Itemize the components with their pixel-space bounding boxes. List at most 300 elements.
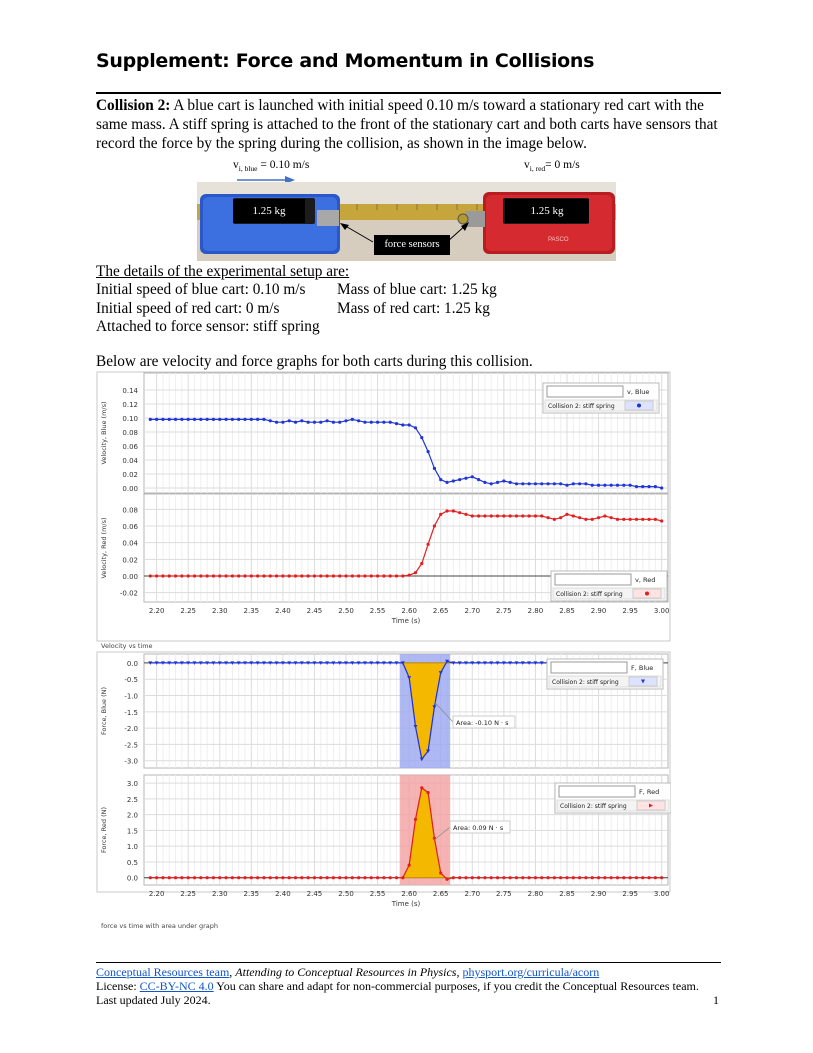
- data-point: [654, 518, 657, 521]
- data-point: [294, 574, 297, 577]
- legend: [543, 383, 659, 413]
- data-point: [471, 876, 474, 879]
- x-tick-label: 2.30: [211, 890, 228, 898]
- data-point: [546, 876, 549, 879]
- resource-title: Attending to Conceptual Resources in Physics,: [235, 965, 460, 979]
- legend: [555, 783, 671, 813]
- data-point: [281, 421, 284, 424]
- y-tick-label: -2.5: [124, 741, 138, 750]
- data-point: [187, 876, 190, 879]
- data-point: [654, 876, 657, 879]
- x-tick-label: 3.00: [653, 890, 670, 898]
- data-point: [647, 485, 650, 488]
- data-point: [641, 485, 644, 488]
- y-tick-label: 0.12: [122, 401, 138, 409]
- y-tick-label: 0.5: [126, 858, 138, 867]
- data-point: [231, 876, 234, 879]
- chart-velocity-blue: [100, 373, 668, 493]
- data-point: [325, 876, 328, 879]
- intro-text: A blue cart is launched with initial speed 0.10 m/s toward a stationary red cart with the same mass. A stiff spring is attached to the front of the stationary cart and both carts have sensors that record the force by the spring during the collision, as shown in the image below.: [96, 97, 718, 152]
- legend-title: F, Blue: [631, 664, 654, 672]
- data-point: [603, 876, 606, 879]
- cart-brand-text: PASCO: [548, 237, 569, 243]
- legend-run: Collision 2: stiff spring: [548, 403, 615, 410]
- data-point: [300, 419, 303, 422]
- legend-run: Collision 2: stiff spring: [552, 679, 619, 686]
- data-point: [433, 524, 436, 527]
- data-point: [572, 482, 575, 485]
- data-point: [565, 484, 568, 487]
- data-point: [199, 574, 202, 577]
- data-point: [610, 876, 613, 879]
- x-tick-label: 2.45: [306, 607, 323, 615]
- area-label: Area: 0.09 N · s: [453, 824, 504, 832]
- data-point: [206, 418, 209, 421]
- data-point: [174, 418, 177, 421]
- data-point: [344, 574, 347, 577]
- graphs-intro: Below are velocity and force graphs for both carts during this collision.: [96, 353, 533, 370]
- x-tick-label: 2.60: [401, 607, 417, 615]
- chart-caption: Velocity vs time: [101, 642, 153, 650]
- data-point: [471, 514, 474, 517]
- data-point: [521, 514, 524, 517]
- y-tick-label: -3.0: [124, 757, 138, 766]
- data-point: [161, 876, 164, 879]
- data-point: [363, 421, 366, 424]
- data-point: [243, 574, 246, 577]
- data-point: [591, 876, 594, 879]
- y-tick-label: -1.0: [124, 692, 138, 701]
- x-tick-label: 2.65: [432, 607, 449, 615]
- legend-run: Collision 2: stiff spring: [556, 591, 623, 598]
- data-point: [300, 574, 303, 577]
- data-point: [534, 514, 537, 517]
- y-tick-label: 0.04: [122, 539, 138, 548]
- data-point: [565, 513, 568, 516]
- data-point: [622, 484, 625, 487]
- data-point: [376, 876, 379, 879]
- data-point: [149, 876, 152, 879]
- data-point: [300, 876, 303, 879]
- team-link[interactable]: Conceptual Resources team: [96, 965, 230, 979]
- data-point: [515, 482, 518, 485]
- y-axis-label: Force, Red (N): [100, 806, 108, 854]
- y-axis-label: Velocity, Red (m/s): [100, 517, 108, 579]
- data-point: [307, 574, 310, 577]
- data-point: [540, 876, 543, 879]
- data-point: [433, 837, 436, 840]
- data-point: [464, 876, 467, 879]
- x-tick-label: 2.45: [306, 890, 323, 898]
- data-point: [553, 518, 556, 521]
- intro-paragraph: [96, 96, 721, 153]
- chart-caption: force vs time with area under graph: [101, 922, 219, 930]
- data-point: [325, 574, 328, 577]
- data-point: [332, 574, 335, 577]
- legend-title: F, Red: [639, 788, 660, 796]
- data-point: [445, 509, 448, 512]
- data-point: [237, 574, 240, 577]
- data-point: [578, 516, 581, 519]
- red-mass-label: 1.25 kg: [505, 199, 589, 223]
- x-tick-label: 2.40: [275, 607, 291, 615]
- detail-spring: Attached to force sensor: stiff spring: [96, 318, 320, 335]
- data-point: [155, 574, 158, 577]
- data-point: [509, 481, 512, 484]
- data-point: [281, 574, 284, 577]
- data-point: [319, 574, 322, 577]
- data-point: [616, 876, 619, 879]
- data-point: [288, 419, 291, 422]
- x-axis-label: Time (s): [391, 617, 421, 625]
- footer-license: License: CC-BY-NC 4.0 You can share and adapt for non-commercial purposes, if you credit the Conceptual Resources team.: [96, 979, 699, 993]
- data-point: [319, 421, 322, 424]
- data-point: [243, 418, 246, 421]
- data-point: [237, 876, 240, 879]
- legend: [551, 571, 667, 601]
- data-point: [622, 876, 625, 879]
- y-tick-label: 0.08: [122, 429, 138, 437]
- legend-name-field: [547, 386, 623, 397]
- data-point: [616, 518, 619, 521]
- data-point: [584, 876, 587, 879]
- x-tick-label: 2.75: [496, 607, 512, 615]
- data-point: [502, 479, 505, 482]
- detail-red-speed: Initial speed of red cart: 0 m/s: [96, 300, 280, 317]
- data-point: [591, 518, 594, 521]
- data-point: [660, 486, 663, 489]
- x-tick-label: 2.55: [369, 607, 386, 615]
- data-point: [224, 418, 227, 421]
- site-link[interactable]: physport.org/curricula/acorn: [462, 965, 600, 979]
- x-tick-label: 2.80: [527, 890, 544, 898]
- data-point: [338, 876, 341, 879]
- data-point: [521, 876, 524, 879]
- data-point: [445, 878, 448, 881]
- data-point: [439, 478, 442, 481]
- data-point: [269, 876, 272, 879]
- y-tick-label: 0.08: [122, 506, 138, 515]
- y-tick-label: 0.02: [122, 556, 138, 565]
- data-point: [357, 574, 360, 577]
- data-point: [641, 518, 644, 521]
- data-point: [155, 876, 158, 879]
- y-tick-label: 3.0: [126, 780, 138, 789]
- data-point: [641, 876, 644, 879]
- page-number: 1: [713, 993, 719, 1007]
- data-point: [610, 484, 613, 487]
- data-point: [629, 518, 632, 521]
- data-point: [502, 876, 505, 879]
- legend-name-field: [551, 662, 627, 673]
- data-point: [603, 514, 606, 517]
- chart-force-red: [100, 775, 671, 930]
- data-point: [546, 482, 549, 485]
- data-point: [477, 876, 480, 879]
- data-point: [288, 574, 291, 577]
- data-point: [414, 818, 417, 821]
- data-point: [540, 482, 543, 485]
- data-point: [483, 876, 486, 879]
- x-tick-label: 2.95: [622, 607, 638, 615]
- data-point: [218, 418, 221, 421]
- data-point: [635, 876, 638, 879]
- data-point: [464, 477, 467, 480]
- data-point: [262, 418, 265, 421]
- data-point: [515, 876, 518, 879]
- data-point: [174, 876, 177, 879]
- y-tick-label: 0.0: [126, 874, 138, 883]
- data-point: [464, 513, 467, 516]
- detail-blue-mass: Mass of blue cart: 1.25 kg: [337, 281, 497, 298]
- data-point: [401, 423, 404, 426]
- data-point: [553, 876, 556, 879]
- data-point: [262, 876, 265, 879]
- data-point: [193, 418, 196, 421]
- data-point: [408, 863, 411, 866]
- page-title: Supplement: Force and Momentum in Collisions: [96, 50, 595, 72]
- data-point: [597, 516, 600, 519]
- y-tick-label: 0.14: [122, 387, 138, 395]
- data-point: [174, 574, 177, 577]
- data-point: [180, 574, 183, 577]
- data-point: [168, 418, 171, 421]
- data-point: [483, 481, 486, 484]
- x-tick-label: 2.50: [338, 607, 354, 615]
- y-axis-label: Force, Blue (N): [100, 686, 108, 736]
- data-point: [250, 574, 253, 577]
- data-point: [509, 514, 512, 517]
- x-tick-label: 2.60: [401, 890, 417, 898]
- data-point: [307, 421, 310, 424]
- data-point: [401, 876, 404, 879]
- data-point: [471, 475, 474, 478]
- detail-red-mass: Mass of red cart: 1.25 kg: [337, 300, 490, 317]
- data-point: [275, 574, 278, 577]
- data-point: [250, 418, 253, 421]
- data-point: [344, 876, 347, 879]
- area-label: Area: -0.10 N · s: [456, 719, 509, 727]
- data-point: [490, 876, 493, 879]
- footer-updated: Last updated July 2024.: [96, 993, 211, 1007]
- footer-rule: [96, 962, 721, 963]
- blue-mass-label: 1.25 kg: [233, 199, 305, 223]
- x-tick-label: 2.65: [432, 890, 449, 898]
- data-point: [483, 514, 486, 517]
- legend-name-field: [559, 786, 635, 797]
- data-point: [262, 574, 265, 577]
- data-point: [149, 418, 152, 421]
- x-tick-label: 2.25: [180, 890, 196, 898]
- data-point: [275, 876, 278, 879]
- x-tick-label: 2.95: [622, 890, 638, 898]
- data-point: [458, 511, 461, 514]
- data-point: [370, 876, 373, 879]
- data-point: [603, 484, 606, 487]
- data-point: [338, 421, 341, 424]
- data-point: [584, 482, 587, 485]
- data-point: [458, 876, 461, 879]
- y-tick-label: 0.06: [122, 523, 138, 531]
- x-tick-label: 2.85: [559, 890, 575, 898]
- data-point: [389, 574, 392, 577]
- data-point: [376, 421, 379, 424]
- data-point: [414, 426, 417, 429]
- data-point: [490, 482, 493, 485]
- x-tick-label: 2.20: [148, 607, 165, 615]
- data-point: [395, 422, 398, 425]
- data-point: [180, 876, 183, 879]
- x-tick-label: 2.90: [590, 890, 607, 898]
- y-tick-label: 0.10: [122, 415, 138, 423]
- data-point: [275, 421, 278, 424]
- data-point: [332, 421, 335, 424]
- data-point: [477, 478, 480, 481]
- y-tick-label: -0.5: [124, 676, 138, 685]
- data-point: [218, 876, 221, 879]
- data-point: [382, 421, 385, 424]
- data-point: [528, 482, 531, 485]
- data-point: [559, 516, 562, 519]
- x-tick-label: 2.25: [180, 607, 196, 615]
- legend: [547, 659, 663, 689]
- data-point: [408, 574, 411, 577]
- data-point: [597, 876, 600, 879]
- data-point: [256, 418, 259, 421]
- data-point: [389, 876, 392, 879]
- data-point: [344, 419, 347, 422]
- data-point: [351, 574, 354, 577]
- data-point: [256, 574, 259, 577]
- y-tick-label: 1.5: [126, 827, 138, 836]
- detail-blue-speed: Initial speed of blue cart: 0.10 m/s: [96, 281, 306, 298]
- legend-marker: [637, 404, 641, 408]
- data-point: [610, 516, 613, 519]
- data-point: [414, 571, 417, 574]
- data-point: [496, 876, 499, 879]
- x-tick-label: 2.70: [464, 890, 481, 898]
- legend-marker: [645, 592, 649, 596]
- chart-force-blue: [100, 654, 668, 768]
- legend-name-field: [555, 574, 631, 585]
- data-point: [477, 514, 480, 517]
- chart-velocity-red: [100, 494, 669, 650]
- data-point: [237, 418, 240, 421]
- x-tick-label: 2.20: [148, 890, 165, 898]
- data-point: [187, 574, 190, 577]
- data-point: [597, 484, 600, 487]
- data-point: [559, 876, 562, 879]
- data-point: [616, 484, 619, 487]
- data-point: [161, 574, 164, 577]
- data-point: [559, 482, 562, 485]
- collision-graphs: [96, 371, 671, 936]
- data-point: [187, 418, 190, 421]
- data-point: [269, 574, 272, 577]
- data-point: [212, 418, 215, 421]
- data-point: [161, 418, 164, 421]
- footer-credit: Conceptual Resources team, Attending to Conceptual Resources in Physics, physport.org/curricula/acorn: [96, 965, 600, 979]
- data-point: [629, 876, 632, 879]
- y-tick-label: 2.0: [126, 811, 138, 820]
- data-point: [534, 482, 537, 485]
- data-point: [199, 418, 202, 421]
- data-point: [231, 574, 234, 577]
- legend-run: Collision 2: stiff spring: [560, 803, 627, 810]
- data-point: [206, 876, 209, 879]
- data-point: [288, 876, 291, 879]
- data-point: [357, 876, 360, 879]
- x-tick-label: 2.50: [338, 890, 354, 898]
- data-point: [319, 876, 322, 879]
- x-tick-label: 3.00: [653, 607, 670, 615]
- data-point: [660, 876, 663, 879]
- data-point: [420, 436, 423, 439]
- x-tick-label: 2.30: [211, 607, 228, 615]
- data-point: [572, 876, 575, 879]
- data-point: [212, 574, 215, 577]
- y-tick-label: 0.0: [126, 659, 138, 668]
- data-point: [426, 543, 429, 546]
- data-point: [193, 574, 196, 577]
- data-point: [452, 509, 455, 512]
- y-tick-label: -1.5: [124, 708, 138, 717]
- data-point: [212, 876, 215, 879]
- y-tick-label: 0.00: [122, 485, 138, 493]
- data-point: [313, 876, 316, 879]
- x-tick-label: 2.80: [527, 607, 544, 615]
- data-point: [439, 513, 442, 516]
- y-tick-label: -0.02: [119, 589, 138, 598]
- data-point: [401, 574, 404, 577]
- data-point: [420, 562, 423, 565]
- data-point: [584, 518, 587, 521]
- data-point: [168, 876, 171, 879]
- data-point: [243, 876, 246, 879]
- y-axis-label: Velocity, Blue (m/s): [100, 401, 108, 465]
- data-point: [363, 876, 366, 879]
- data-point: [496, 481, 499, 484]
- data-point: [528, 514, 531, 517]
- data-point: [546, 516, 549, 519]
- x-tick-label: 2.35: [243, 607, 260, 615]
- data-point: [307, 876, 310, 879]
- data-point: [256, 876, 259, 879]
- data-point: [647, 876, 650, 879]
- data-point: [332, 876, 335, 879]
- data-point: [420, 786, 423, 789]
- data-point: [622, 518, 625, 521]
- y-tick-label: 0.06: [122, 443, 138, 451]
- data-point: [294, 421, 297, 424]
- data-point: [269, 419, 272, 422]
- y-tick-label: 1.0: [126, 843, 138, 852]
- y-tick-label: 0.02: [122, 471, 138, 479]
- x-axis-label: Time (s): [391, 900, 421, 908]
- license-link[interactable]: CC-BY-NC 4.0: [139, 979, 214, 993]
- data-point: [206, 574, 209, 577]
- x-tick-label: 2.90: [590, 607, 607, 615]
- data-point: [250, 876, 253, 879]
- data-point: [490, 514, 493, 517]
- data-point: [370, 421, 373, 424]
- data-point: [155, 418, 158, 421]
- legend-title: v, Blue: [627, 388, 650, 396]
- y-tick-label: -2.0: [124, 725, 138, 734]
- force-sensors-label: force sensors: [374, 235, 450, 255]
- data-point: [515, 514, 518, 517]
- data-point: [382, 876, 385, 879]
